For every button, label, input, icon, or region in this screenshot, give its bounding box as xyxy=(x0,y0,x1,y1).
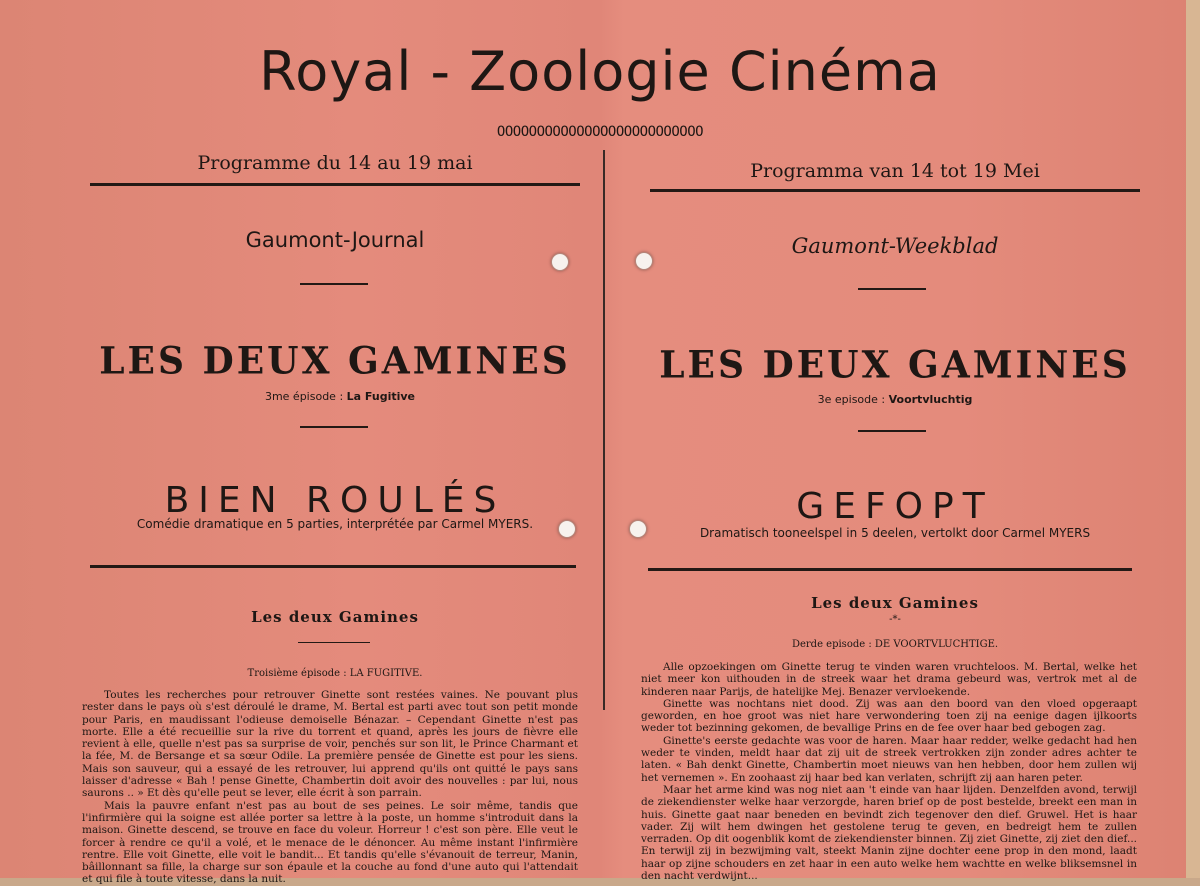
feature-description-nl: Dramatisch tooneelspel in 5 deelen, vertolkt door Carmel MYERS xyxy=(699,526,1091,540)
episode-line-fr xyxy=(90,390,590,403)
short-divider xyxy=(298,642,370,643)
synopsis-text-fr xyxy=(82,689,578,886)
binder-hole xyxy=(551,253,569,271)
feature-title-fr: BIEN ROULÉS xyxy=(164,480,506,521)
divider-rule xyxy=(90,183,580,186)
programme-heading-nl: Programma van 14 tot 19 Mei xyxy=(750,160,1040,182)
short-divider xyxy=(858,288,926,290)
center-fold xyxy=(603,150,605,710)
short-divider xyxy=(300,426,368,428)
synopsis-title-fr: Les deux Gamines xyxy=(251,608,419,626)
episode-number: 3e episode : xyxy=(817,393,886,406)
serial-title-nl: LES DEUX GAMINES xyxy=(659,342,1131,388)
page-title: Royal - Zoologie Cinéma xyxy=(259,40,941,103)
serial-title-fr: LES DEUX GAMINES xyxy=(99,338,571,384)
feature-description-fr: Comédie dramatique en 5 parties, interprétée par Carmel MYERS. xyxy=(136,517,534,531)
programme-heading-fr: Programme du 14 au 19 mai xyxy=(197,152,473,174)
newsreel-title-nl: Gaumont-Weekblad xyxy=(791,234,999,258)
episode-title: La Fugitive xyxy=(346,390,416,403)
episode-title: Voortvluchtig xyxy=(888,393,973,406)
synopsis-paragraph: Ginette was nochtans niet dood. Zij was aan den boord van den vloed opgeraapt geworden, en hoe groot was niet hare verwondering toen zij na eenige dagen ijlkoorts weder tot bezinning gekomen, de bevallige Prins en de fee over haar bed gebogen zag. xyxy=(641,697,1137,735)
synopsis-text-nl xyxy=(641,661,1137,882)
ornament-row: OOOOOOOOOOOOOOOOOOOOOOOOOO xyxy=(496,124,704,140)
synopsis-episode-nl: Derde episode : DE VOORTVLUCHTIGE. xyxy=(791,639,999,650)
newsreel-title-fr: Gaumont-Journal xyxy=(245,228,425,252)
episode-line-nl xyxy=(650,393,1140,406)
divider-rule xyxy=(650,189,1140,192)
synopsis-paragraph: Alle opzoekingen om Ginette terug te vinden waren vruchteloos. M. Bertal, welke het niet meer kon uithouden in de streek waar het drama gebeurd was, vertrok met al de kinderen naar Parijs, de hatelijke Mej. Benazer vervloekende. xyxy=(641,661,1137,698)
feature-title-nl: GEFOPT xyxy=(796,486,994,527)
synopsis-paragraph: Maar het arme kind was nog niet aan 't einde van haar lijden. Denzelfden avond, terwijl de ziekendienster welke haar verzorgde, haren brief op de post bestelde, breekt een man in huis. Ginette gaat naar beneden en bevindt zich tegenover den dief. Gruwel. Het is haar vader. Zij wilt hem dwingen het gestolene terug te geven, en bedreigt hem te zullen verraden. Op dit oogenblik komt de ziekendienster binnen. Zij ziet Ginette, zij ziet den dief... En terwijl zij in bezwijming valt, steekt Manin zijne dochter eene prop in den mond, laadt haar op zijne schouders en zet haar in een auto welke hem wachtte en welke bliksemsnel in den nacht verdwijnt... xyxy=(641,783,1137,883)
synopsis-paragraph: Mais la pauvre enfant n'est pas au bout de ses peines. Le soir même, tandis que l'infirmière qui la soigne est allée porter sa lettre à la poste, un homme s'introduit dans la maison. Ginette descend, se trouve en face du voleur. Horreur ! c'est son père. Elle veut le forcer à rendre ce qu'il a volé, et le menace de le dénoncer. Au même instant l'infirmière rentre. Elle voit Ginette, elle voit le bandit... Et tandis qu'elle s'évanouit de terreur, Manin, bâillonnant sa fille, la charge sur son épaule et la couche au fond d'une auto qui l'attendait et qui file à toute vitesse, dans la nuit. xyxy=(82,799,578,886)
short-divider xyxy=(300,283,368,285)
episode-number: 3me épisode : xyxy=(264,390,344,403)
synopsis-title-nl: Les deux Gamines xyxy=(811,594,979,612)
divider-rule xyxy=(648,568,1132,571)
synopsis-episode-fr: Troisième épisode : LA FUGITIVE. xyxy=(247,668,423,679)
divider-rule xyxy=(90,565,576,568)
short-divider xyxy=(858,430,926,432)
synopsis-paragraph: Toutes les recherches pour retrouver Ginette sont restées vaines. Ne pouvant plus rester dans le pays où s'est déroulé le drame, M. Bertal est parti avec tout son petit monde pour Paris, en maudissant l'odieuse demoiselle Bénazar. – Cependant Ginette n'est pas morte. Elle a été recueillie sur la rive du torrent et quand, après les jours de fièvre elle revient à elle, quelle n'est pas sa surprise de voir, penchés sur son lit, le Prince Charmant et la fée, M. de Bersange et sa sœur Odile. La première pensée de Ginette est pour les siens. Mais son sauveur, qui a essayé de les retrouver, lui apprend qu'ils ont quitté le pays sans laisser d'adresse « Bah ! pense Ginette, Chambertin doit avoir des nouvelles : par lui, nous saurons .. » Et dès qu'elle peut se lever, elle écrit à son parrain. xyxy=(82,689,578,800)
star-ornament: -*- xyxy=(889,614,901,625)
synopsis-paragraph: Ginette's eerste gedachte was voor de haren. Maar haar redder, welke gedacht had hen weder te vinden, meldt haar dat zij uit de streek vertrokken zijn zonder adres achter te laten. « Bah denkt Ginette, Chambertin moet nieuws van hen hebben, door hem zullen wij het vernemen ». En zoohaast zij haar bed kan verlaten, schrijft zij aan haren peter. xyxy=(641,734,1137,784)
